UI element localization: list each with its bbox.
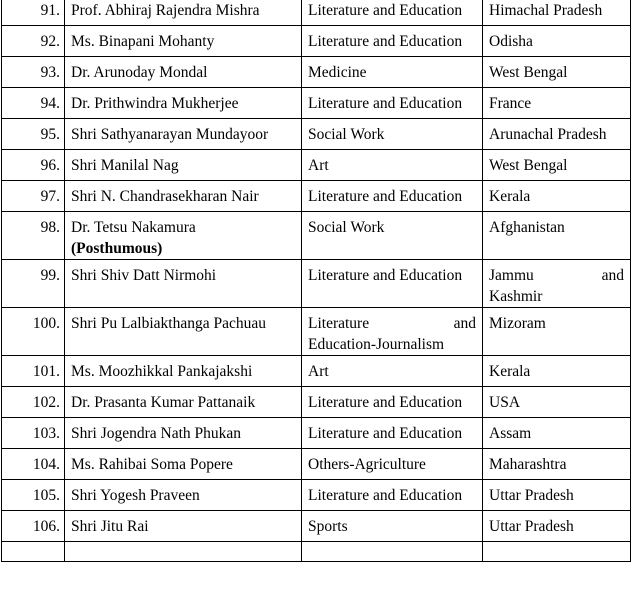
- awardee-state: Afghanistan: [483, 212, 631, 260]
- table-row: [2, 356, 631, 387]
- awardee-name: Shri Shiv Datt Nirmohi: [65, 260, 302, 308]
- awardee-state: Kerala: [483, 356, 631, 387]
- awardee-state: [483, 542, 631, 562]
- awardee-state: Kerala: [483, 181, 631, 212]
- awardees-table: [1, 0, 631, 562]
- row-number: 100.: [2, 308, 65, 356]
- awardee-state: West Bengal: [483, 150, 631, 181]
- award-field: Others-Agriculture: [302, 449, 483, 480]
- posthumous-note: (Posthumous): [71, 240, 163, 257]
- award-field-cell: [302, 308, 483, 356]
- award-field: Literature and Education: [302, 418, 483, 449]
- award-field: Social Work: [302, 212, 483, 260]
- row-number: 103.: [2, 418, 65, 449]
- field-line-1: [308, 313, 476, 334]
- awardee-name: Ms. Binapani Mohanty: [65, 26, 302, 57]
- award-field: Art: [302, 150, 483, 181]
- table-row-partial: [2, 542, 631, 562]
- awardee-state: Odisha: [483, 26, 631, 57]
- row-number: 95.: [2, 119, 65, 150]
- table-row: [2, 26, 631, 57]
- field-word: Literature: [308, 315, 370, 332]
- award-field: Literature and Education: [302, 181, 483, 212]
- awardee-state: Assam: [483, 418, 631, 449]
- table-row: [2, 449, 631, 480]
- row-number: 99.: [2, 260, 65, 308]
- awardee-state: Maharashtra: [483, 449, 631, 480]
- awardee-name: Dr. Tetsu Nakamura: [71, 219, 196, 236]
- awardee-name: Dr. Prithwindra Mukherjee: [65, 88, 302, 119]
- state-word: and: [601, 267, 624, 284]
- awardee-name: Shri Jitu Rai: [65, 511, 302, 542]
- table-row: [2, 480, 631, 511]
- row-number: 94.: [2, 88, 65, 119]
- awardee-state: Uttar Pradesh: [483, 480, 631, 511]
- awardee-name: Ms. Rahibai Soma Popere: [65, 449, 302, 480]
- row-number: 102.: [2, 387, 65, 418]
- row-number: 93.: [2, 57, 65, 88]
- awardee-name: Shri Pu Lalbiakthanga Pachuau: [65, 308, 302, 356]
- awardee-name: Shri Yogesh Praveen: [65, 480, 302, 511]
- row-number: 105.: [2, 480, 65, 511]
- awardee-state: Arunachal Pradesh: [483, 119, 631, 150]
- awardee-name: Shri N. Chandrasekharan Nair: [65, 181, 302, 212]
- row-number: 98.: [2, 212, 65, 260]
- row-number: 92.: [2, 26, 65, 57]
- award-field: [302, 542, 483, 562]
- table-row: [2, 150, 631, 181]
- field-word: and: [453, 315, 476, 332]
- table-row: [2, 308, 631, 356]
- awardee-name: Prof. Abhiraj Rajendra Mishra: [65, 0, 302, 26]
- awardee-name: Shri Sathyanarayan Mundayoor: [65, 119, 302, 150]
- row-number: 96.: [2, 150, 65, 181]
- awardee-name: [65, 542, 302, 562]
- awardee-name: Dr. Arunoday Mondal: [65, 57, 302, 88]
- awardee-state: West Bengal: [483, 57, 631, 88]
- award-field: Literature and Education: [302, 260, 483, 308]
- awardee-name: Dr. Prasanta Kumar Pattanaik: [65, 387, 302, 418]
- table-row: [2, 260, 631, 308]
- awardee-state: Himachal Pradesh: [483, 0, 631, 26]
- awardee-name: Ms. Moozhikkal Pankajakshi: [65, 356, 302, 387]
- state-word: Jammu: [489, 267, 534, 284]
- table-row: [2, 511, 631, 542]
- awardee-state: USA: [483, 387, 631, 418]
- award-field: Art: [302, 356, 483, 387]
- award-field: Literature and Education: [302, 26, 483, 57]
- table-row: [2, 0, 631, 26]
- row-number: 101.: [2, 356, 65, 387]
- state-line-2: Kashmir: [489, 288, 543, 305]
- awardee-state: France: [483, 88, 631, 119]
- row-number: 106.: [2, 511, 65, 542]
- table-row: [2, 212, 631, 260]
- award-field: Literature and Education: [302, 88, 483, 119]
- table-row: [2, 181, 631, 212]
- table-row: [2, 88, 631, 119]
- awardee-name-cell: [65, 212, 302, 260]
- awardee-name: Shri Manilal Nag: [65, 150, 302, 181]
- award-field: Literature and Education: [302, 480, 483, 511]
- state-line-1: [489, 265, 624, 286]
- awardee-state: Mizoram: [483, 308, 631, 356]
- row-number: 104.: [2, 449, 65, 480]
- awardee-state-cell: [483, 260, 631, 308]
- awardee-state: Uttar Pradesh: [483, 511, 631, 542]
- field-line-2: Education-Journalism: [308, 336, 445, 353]
- award-field: Literature and Education: [302, 387, 483, 418]
- awardee-name: Shri Jogendra Nath Phukan: [65, 418, 302, 449]
- row-number: [2, 542, 65, 562]
- table-row: [2, 57, 631, 88]
- row-number: 97.: [2, 181, 65, 212]
- row-number: 91.: [2, 0, 65, 26]
- award-field: Social Work: [302, 119, 483, 150]
- table-row: [2, 418, 631, 449]
- award-field: Medicine: [302, 57, 483, 88]
- award-field: Literature and Education: [302, 0, 483, 26]
- table-row: [2, 119, 631, 150]
- table-row: [2, 387, 631, 418]
- award-field: Sports: [302, 511, 483, 542]
